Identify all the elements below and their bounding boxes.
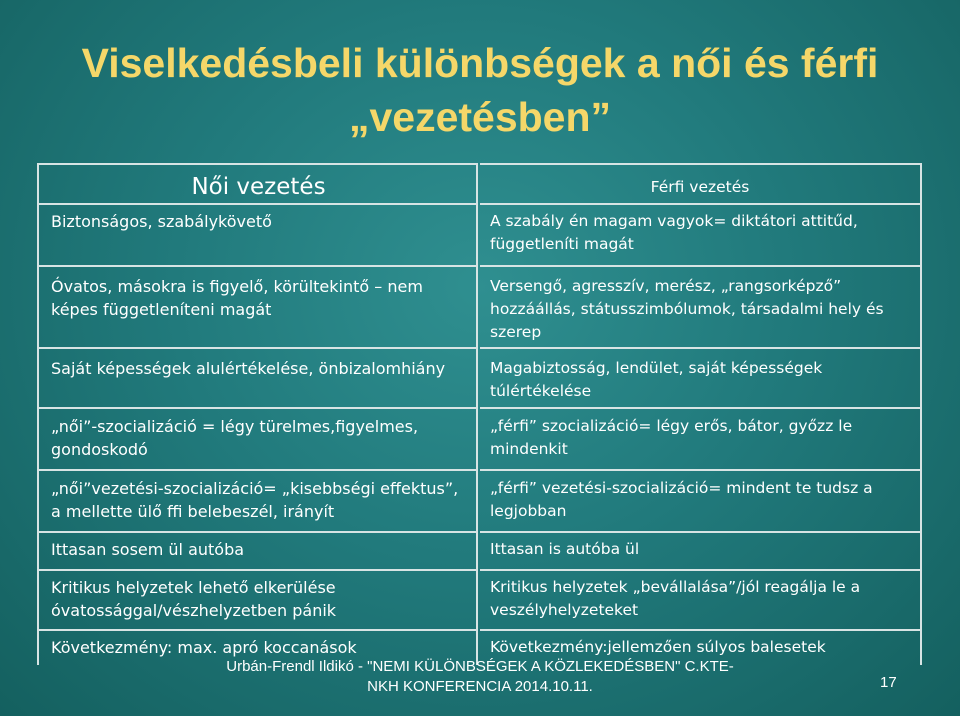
female-row-1: Biztonságos, szabálykövető: [37, 203, 478, 265]
male-row-4: „férfi” szocializáció= légy erős, bátor, győzz le mindenkit: [480, 407, 922, 469]
footer-line-1: Urbán-Frendl Ildikó - "NEMI KÜLÖNBSÉGEK A KÖZLEKEDÉSBEN" C.KTE-: [226, 658, 734, 675]
male-heading: Férfi vezetés: [480, 163, 922, 203]
female-row-3: Saját képességek alulértékelése, önbizalomhiány: [37, 347, 478, 407]
male-row-3: Magabiztosság, lendület, saját képességek túlértékelése: [480, 347, 922, 407]
male-row-1: A szabály én magam vagyok= diktátori attitűd, függetleníti magát: [480, 203, 922, 265]
male-column: [480, 163, 922, 665]
female-column: [37, 163, 478, 665]
female-heading: Női vezetés: [37, 163, 478, 203]
female-row-6: Ittasan sosem ül autóba: [37, 531, 478, 569]
comparison-table: [37, 163, 922, 665]
female-row-5: „női”vezetési-szocializáció= „kisebbségi effektus”, a mellette ülő ffi belebeszél, irányít: [37, 469, 478, 531]
page-number: 17: [880, 674, 897, 691]
footer-line-2: NKH KONFERENCIA 2014.10.11.: [367, 678, 593, 695]
female-row-2: Óvatos, másokra is figyelő, körültekintő – nem képes függetleníteni magát: [37, 265, 478, 347]
male-row-7: Kritikus helyzetek „bevállalása”/jól reagálja le a veszélyhelyzeteket: [480, 569, 922, 629]
female-row-7: Kritikus helyzetek lehető elkerülése óvatossággal/vészhelyzetben pánik: [37, 569, 478, 629]
female-row-4: „női”-szocializáció = légy türelmes,figyelmes, gondoskodó: [37, 407, 478, 469]
female-row-8: Következmény: max. apró koccanások: [37, 629, 478, 665]
male-row-5: „férfi” vezetési-szocializáció= mindent te tudsz a legjobban: [480, 469, 922, 531]
title-line-2: „vezetésben”: [348, 94, 612, 140]
slide-title: [0, 36, 960, 144]
male-row-6: Ittasan is autóba ül: [480, 531, 922, 569]
title-line-1: Viselkedésbeli különbségek a női és férfi: [81, 40, 879, 86]
male-row-2: Versengő, agresszív, merész, „rangsorképző” hozzáállás, státusszimbólumok, társadalmi hely és szerep: [480, 265, 922, 347]
male-row-8: Következmény:jellemzően súlyos balesetek: [480, 629, 922, 665]
